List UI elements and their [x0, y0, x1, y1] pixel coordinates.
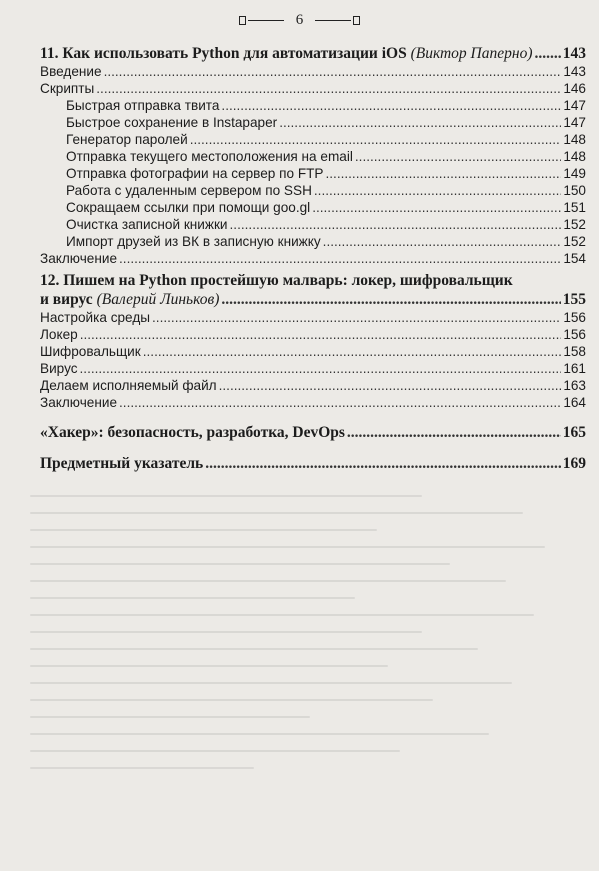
leader-dots — [347, 423, 561, 442]
toc-entry — [40, 326, 586, 343]
toc-entry-label: Быстрое сохранение в Instapaper — [66, 115, 278, 130]
leader-dots — [314, 182, 561, 199]
toc-subentry — [40, 233, 586, 250]
chapter-11-title: 11. Как использовать Python для автоматизации iOS — [40, 45, 407, 62]
toc-entry-page: 143 — [563, 64, 586, 79]
table-of-contents — [40, 44, 586, 473]
toc-entry-label: Отправка фотографии на сервер по FTP — [66, 166, 324, 181]
toc-entry-page: 150 — [563, 183, 586, 198]
toc-entry-label: Заключение — [40, 395, 118, 410]
toc-entry-page: 151 — [563, 200, 586, 215]
toc-entry-label: Быстрая отправка твита — [66, 98, 220, 113]
toc-entry-page: 158 — [563, 344, 586, 359]
leader-dots — [143, 343, 562, 360]
leader-dots — [221, 97, 561, 114]
leader-dots — [279, 114, 561, 131]
toc-chapter-11 — [40, 44, 586, 63]
toc-entry-label: Вирус — [40, 361, 78, 376]
toc-section-index — [40, 454, 586, 473]
toc-subentry — [40, 216, 586, 233]
leader-dots — [326, 165, 562, 182]
toc-section-hacker — [40, 423, 586, 442]
toc-entry-label: Настройка среды — [40, 310, 151, 325]
leader-dots — [190, 131, 562, 148]
page-header — [0, 9, 599, 31]
leader-dots — [96, 80, 561, 97]
toc-entry — [40, 394, 586, 411]
toc-entry-label: Сокращаем ссылки при помощи goo.gl — [66, 200, 311, 215]
toc-subentry — [40, 182, 586, 199]
toc-entry — [40, 63, 586, 80]
toc-entry-label: Шифровальщик — [40, 344, 141, 359]
index-page: 169 — [562, 455, 586, 472]
toc-entry-page: 148 — [563, 149, 586, 164]
hacker-label: «Хакер»: безопасность, разработка, DevOps — [40, 424, 345, 441]
toc-entry-label: Работа с удаленным сервером по SSH — [66, 183, 312, 198]
leader-dots — [230, 216, 562, 233]
leader-dots — [104, 63, 562, 80]
toc-entry — [40, 309, 586, 326]
toc-entry-page: 163 — [563, 378, 586, 393]
toc-entry-label: Очистка записной книжки — [66, 217, 228, 232]
toc-entry-page: 152 — [563, 234, 586, 249]
toc-entry — [40, 360, 586, 377]
toc-entry-label: Локер — [40, 327, 78, 342]
header-left-ornament — [239, 16, 246, 25]
leader-dots — [312, 199, 561, 216]
leader-dots — [323, 233, 562, 250]
leader-dots — [119, 250, 561, 267]
toc-subentry — [40, 131, 586, 148]
leader-dots — [119, 394, 561, 411]
toc-entry-label: Введение — [40, 64, 102, 79]
header-right-rule — [315, 20, 351, 21]
leader-dots — [219, 377, 562, 394]
toc-entry-page: 152 — [563, 217, 586, 232]
toc-subentry — [40, 199, 586, 216]
toc-chapter-12 — [40, 290, 586, 309]
page-number: 6 — [295, 11, 304, 28]
show-through-texture — [30, 480, 590, 860]
toc-subentry — [40, 165, 586, 182]
chapter-12-page: 155 — [562, 291, 586, 308]
toc-subentry — [40, 114, 586, 131]
toc-subentry — [40, 148, 586, 165]
toc-entry-page: 146 — [563, 81, 586, 96]
toc-entry-label: Заключение — [40, 251, 118, 266]
leader-dots — [534, 44, 560, 63]
toc-entry-label: Отправка текущего местоположения на email — [66, 149, 353, 164]
toc-entry-label: Импорт друзей из ВК в записную книжку — [66, 234, 321, 249]
leader-dots — [355, 148, 561, 165]
leader-dots — [221, 290, 560, 309]
toc-entry — [40, 377, 586, 394]
chapter-12-title-line2: и вирус — [40, 291, 93, 308]
toc-entry-page: 156 — [563, 327, 586, 342]
chapter-12-author: (Валерий Линьков) — [96, 291, 220, 308]
chapter-11-author: (Виктор Паперно) — [410, 45, 533, 62]
chapter-11-page: 143 — [562, 45, 586, 62]
leader-dots — [205, 454, 561, 473]
header-right-ornament — [353, 16, 360, 25]
toc-entry-label: Скрипты — [40, 81, 95, 96]
toc-entry-label: Делаем исполняемый файл — [40, 378, 217, 393]
chapter-12-title-line1: 12. Пишем на Python простейшую малварь: локер, шифровальщик — [40, 272, 513, 289]
toc-entry-page: 147 — [563, 115, 586, 130]
toc-entry-page: 164 — [563, 395, 586, 410]
toc-subentry — [40, 97, 586, 114]
index-label: Предметный указатель — [40, 455, 204, 472]
toc-entry-page: 148 — [563, 132, 586, 147]
leader-dots — [80, 326, 562, 343]
toc-entry-page: 147 — [563, 98, 586, 113]
toc-entry — [40, 343, 586, 360]
leader-dots — [152, 309, 561, 326]
toc-entry-page: 156 — [563, 310, 586, 325]
hacker-page: 165 — [562, 424, 586, 441]
header-left-rule — [248, 20, 284, 21]
toc-entry-page: 154 — [563, 251, 586, 266]
toc-entry-page: 149 — [563, 166, 586, 181]
toc-entry — [40, 80, 586, 97]
leader-dots — [80, 360, 562, 377]
toc-entry-label: Генератор паролей — [66, 132, 188, 147]
toc-entry — [40, 250, 586, 267]
toc-entry-page: 161 — [563, 361, 586, 376]
